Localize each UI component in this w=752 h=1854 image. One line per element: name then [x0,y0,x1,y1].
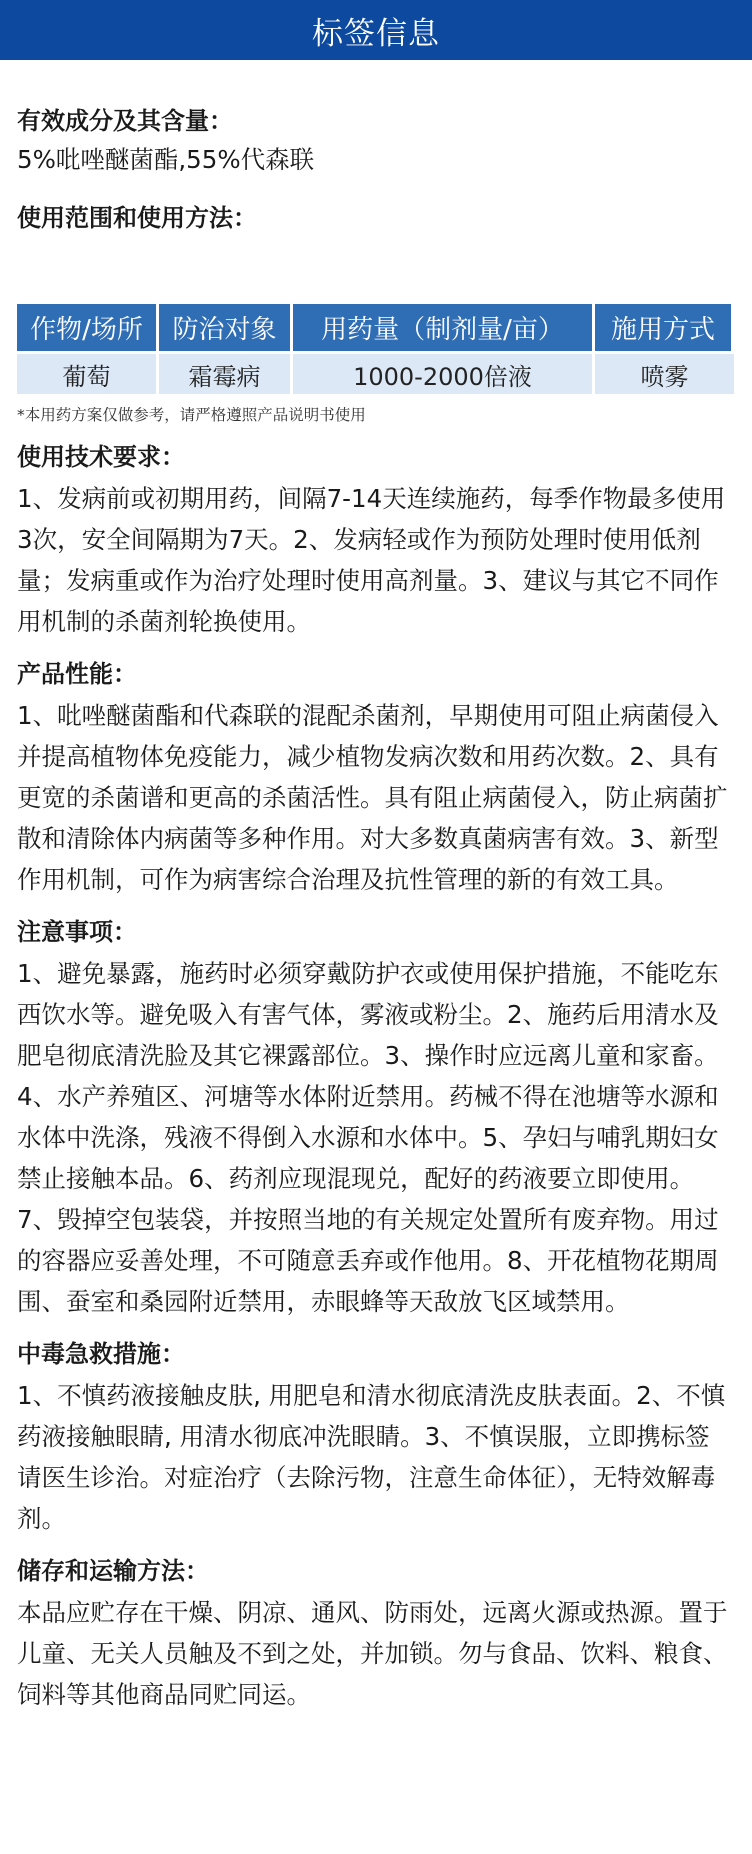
table-cell-dosage: 1000-2000倍液 [293,351,595,394]
table-cell-target: 霜霉病 [159,351,293,394]
technical-body: 1、发病前或初期用药，间隔7-14天连续施药，每季作物最多使用3次，安全间隔期为7天。2、发病轻或作为预防处理时使用低剂量；发病重或作为治疗处理时使用高剂量。3、建议与其它不同作用机制的杀菌剂轮换使用。 [17,484,726,636]
storage-title: 储存和运输方法： [17,1557,209,1585]
first-aid-title: 中毒急救措施： [17,1340,185,1368]
table-cell-method: 喷雾 [595,351,734,394]
table-header-dosage: 用药量（制剂量/亩） [293,304,595,351]
usage-table [17,304,734,394]
table-header-method: 施用方式 [595,304,734,351]
table-cell-crop: 葡萄 [17,351,159,394]
caution-body: 1、避免暴露，施药时必须穿戴防护衣或使用保护措施，不能吃东西饮水等。避免吸入有害气体，雾液或粉尘。2、施药后用清水及肥皂彻底清洗脸及其它裸露部位。3、操作时应远离儿童和家畜。4、水产养殖区、河塘等水体附近禁用。药械不得在池塘等水源和水体中洗涤，残液不得倒入水源和水体中。5、孕妇与哺乳期妇女禁止接触本品。6、药剂应现混现兑，配好的药液要立即使用。7、毁掉空包装袋，并按照当地的有关规定处置所有废弃物。用过的容器应妥善处理，不可随意丢弃或作他用。8、开花植物花期周围、蚕室和桑园附近禁用，赤眼蜂等天敌放飞区域禁用。 [17,959,719,1316]
caution-title: 注意事项： [17,918,137,946]
table-header-crop: 作物/场所 [17,304,159,351]
page-title: 标签信息 [312,15,440,52]
ingredients-title: 有效成分及其含量： [17,107,233,135]
table-header-target: 防治对象 [159,304,293,351]
label-content [0,104,752,1715]
first-aid-body: 1、不慎药液接触皮肤, 用肥皂和清水彻底清洗皮肤表面。2、不慎药液接触眼睛, 用清水彻底冲洗眼睛。3、不慎误服，立即携标签请医生诊治。对症治疗（去除污物，注意生命体征），无特效解毒剂。 [17,1381,726,1533]
storage-body: 本品应贮存在干燥、阴凉、通风、防雨处，远离火源或热源。置于儿童、无关人员触及不到之处，并加锁。勿与食品、饮料、粮食、饲料等其他商品同贮同运。 [17,1598,728,1709]
performance-title: 产品性能： [17,660,137,688]
page-header [0,0,752,60]
usage-title: 使用范围和使用方法： [17,204,257,232]
ingredients-body: 5%吡唑醚菌酯,55%代森联 [17,145,315,174]
performance-body: 1、吡唑醚菌酯和代森联的混配杀菌剂，早期使用可阻止病菌侵入并提高植物体免疫能力，减少植物发病次数和用药次数。2、具有更宽的杀菌谱和更高的杀菌活性。具有阻止病菌侵入，防止病菌扩散和清除体内病菌等多种作用。对大多数真菌病害有效。3、新型作用机制，可作为病害综合治理及抗性管理的新的有效工具。 [17,701,728,894]
technical-title: 使用技术要求： [17,443,185,471]
usage-note: *本用药方案仅做参考，请严格遵照产品说明书使用 [17,406,366,424]
